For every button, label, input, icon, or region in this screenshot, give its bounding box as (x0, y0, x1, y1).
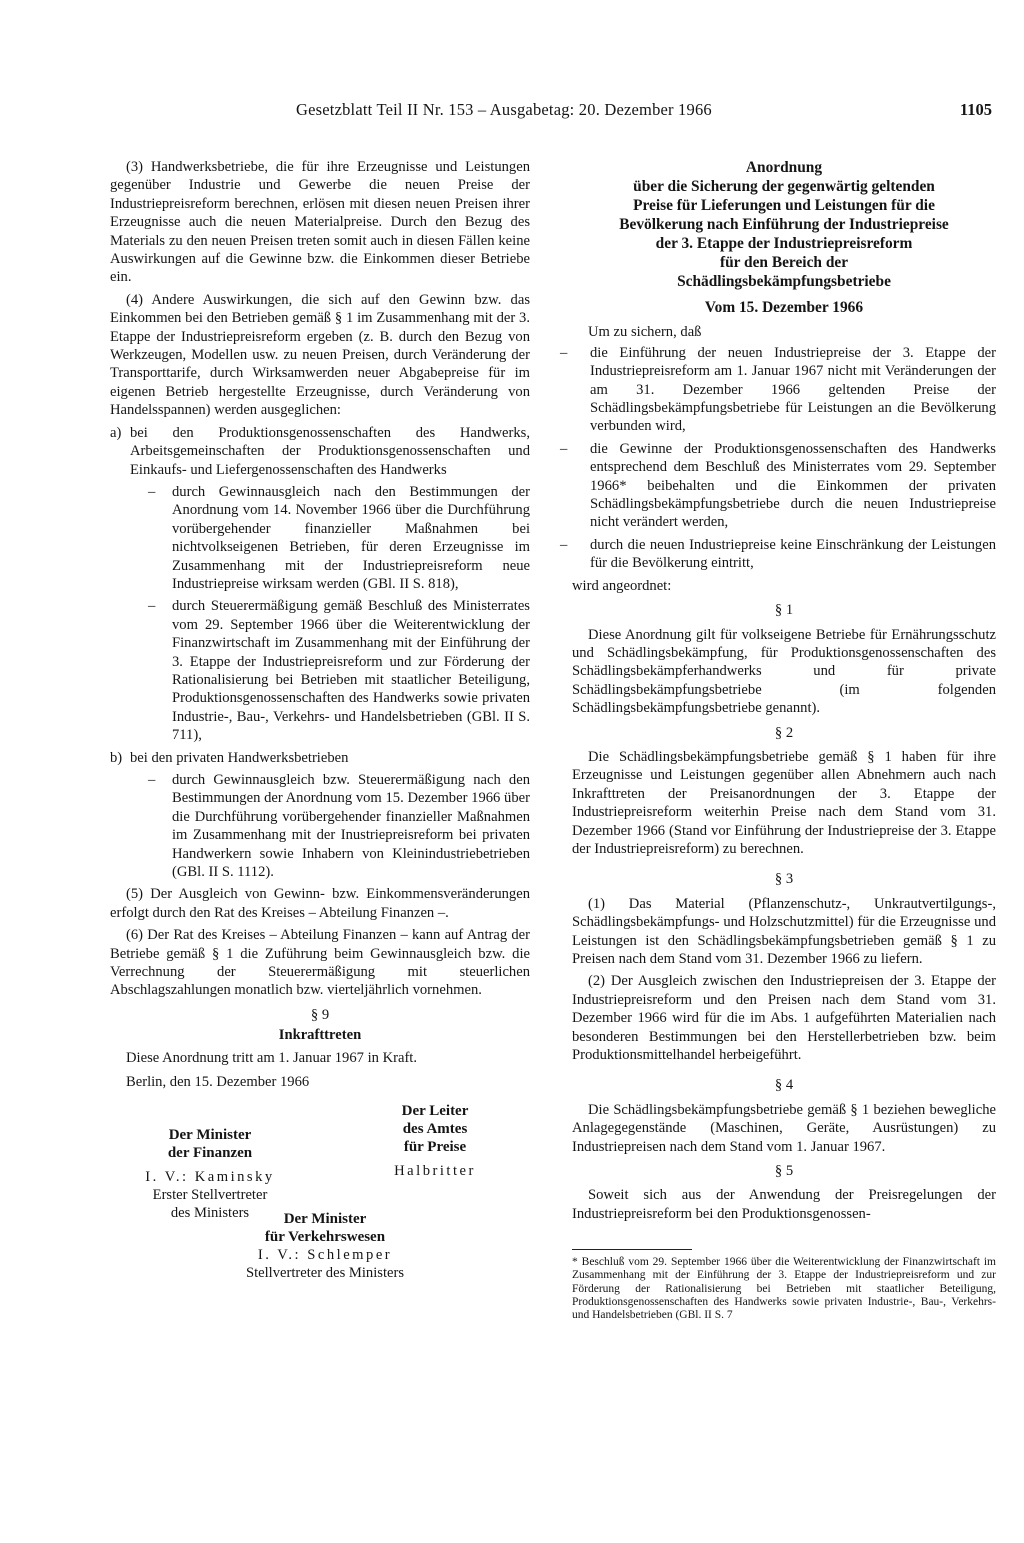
footnote-rule (572, 1249, 692, 1250)
title-line: der 3. Etappe der Industriepreisreform (655, 235, 913, 252)
signature-finance (110, 1126, 310, 1222)
sig-verk-line1: Der Minister (283, 1210, 367, 1227)
section-2-text: Die Schädlingsbekämpfungsbetriebe gemäß § 1 haben für ihre Erzeugnisse und Leistungen gegenüber allen Abnehmern auch nach Inkrafttreten der Preisanordnungen der 3. Etappe der Industriepreisreform weiterhin Preise nach dem Stand vom 31. Dezember 1966 (Stand vor Einführung der Industriepreise der 3. Etappe der Industriepreisreform) zu berechnen. (572, 748, 996, 857)
signature-block (110, 1096, 530, 1318)
footnote: * Beschluß vom 29. September 1966 über die Weiterentwicklung der Finanzwirtschaft im Zusammenhang mit der Einführung der 3. Etappe der Industriepreisreform und zur Förderung der Rationalisierung bei Betrieben mit staatlicher Beteiligung, Produktionsgenossenschaften des Handwerks sowie privaten Industrie-, Bau-, Verkehrs- und Handelsbetrieben (GBl. II S. 7 (572, 1256, 996, 1322)
item-a-dash-2-text: durch Steuerermäßigung gemäß Beschluß des Ministerrates vom 29. September 1966 über die Weiterentwicklung der Finanzwirtschaft im Zusammenhang mit der Einführung der 3. Etappe der Industriepreisreform und zur Förderung der Rationalisierung bei Betrieben mit staatlicher Beteiligung, Produktionsgenossenschaften des Handwerks sowie privaten Industrie-, Bau-, Verkehrs- und Handelsbetrieben (GBl. II S. 711), (172, 598, 530, 744)
section-5-text: Soweit sich aus der Anwendung der Preisregelungen der Industriepreisreform bei den Produktionsgenossen- (572, 1187, 996, 1222)
title-line: für den Bereich der (719, 254, 849, 271)
item-b-label: b) (110, 749, 123, 766)
sig-preis-line3: für Preise (403, 1138, 467, 1155)
item-a-label: a) (110, 424, 122, 441)
item-a-dash-1 (110, 483, 530, 593)
item-b (110, 749, 530, 767)
paragraph-6: (6) Der Rat des Kreises – Abteilung Finanzen – kann auf Antrag der Betriebe gemäß § 1 die Zuführung beim Gewinnausgleich bzw. die Verrechnung der Steuerermäßigung mit steuerlichen Abschlagszahlungen monatlich bzw. vierteljährlich vornehmen. (110, 927, 530, 999)
section-4-text: Die Schädlingsbekämpfungsbetriebe gemäß § 1 beziehen bewegliche Anlagegegenstände (Maschinen, Geräte, Ausrüstungen) zu Industriepreisen nach dem Stand vom 1. Januar 1967. (572, 1101, 996, 1155)
sig-fin-role1: Erster Stellvertreter (152, 1186, 268, 1203)
sig-verk-name: I. V.: Schlemper (257, 1246, 393, 1263)
signature-prices (360, 1102, 510, 1180)
place-date: Berlin, den 15. Dezember 1966 (126, 1074, 310, 1091)
decree-title (572, 158, 996, 291)
sig-fin-name: I. V.: Kaminsky (145, 1168, 275, 1185)
recital-dash-1-text: die Einführung der neuen Industriepreise der 3. Etappe der Industriepreisreform am 1. Januar 1967 nicht mit Veränderungen der am 31. Dezember 1966 geltenden Preise der Schädlingsbekämpfungsbetriebe für Leistungen an die Bevölkerung verbunden wird, (590, 344, 996, 435)
item-b-dash-1 (110, 771, 530, 881)
section-9-heading: § 9 (310, 1006, 330, 1023)
sig-preis-line2: des Amtes (402, 1120, 468, 1137)
item-b-dash-1-text: durch Gewinnausgleich bzw. Steuerermäßigung nach den Bestimmungen der Anordnung vom 15. Dezember 1966 über die Durchführung vorübergehender finanzieller Maßnahmen im Zusammenhang mit der Inustriepreisreform bei privaten Handwerkern sowie Inhabern von Kleinindustriebetrieben (GBl. II S. 1112). (172, 772, 530, 881)
dash-mark: – (560, 440, 568, 457)
title-line: Schädlingsbekämpfungsbetriebe (677, 273, 891, 290)
section-9-text: Diese Anordnung tritt am 1. Januar 1967 in Kraft. (126, 1049, 418, 1066)
section-3-para-1: (1) Das Material (Pflanzenschutz-, Unkrautvertilgungs-, Schädlingsbekämpfungs- und Holzschutzmittel) für die Erzeugnisse und Leistungen ist den Schädlingsbekämpfungsbetrieben gemäß § 1 zu Preisen nach dem Stand vom 31. Dezember 1966 zu liefern. (572, 895, 996, 967)
dash-mark: – (148, 483, 156, 500)
dash-mark: – (148, 772, 156, 788)
section-9-title: Inkrafttreten (278, 1027, 362, 1044)
ordered-line: wird angeordnet: (572, 577, 672, 594)
page-number: 1105 (959, 100, 992, 119)
section-1-text: Diese Anordnung gilt für volkseigene Betriebe für Ernährungsschutz und Schädlingsbekämpfung, für Produktionsgenossenschaften des Schädlingsbekämpferhandwerks und für private Schädlingsbekämpfungsbetriebe (im folgenden Schädlingsbekämpfungsbetriebe genannt). (572, 626, 996, 717)
item-a-dash-1-text: durch Gewinnausgleich nach den Bestimmungen der Anordnung vom 14. November 1966 über die Durchführung vorübergehender finanzieller Maßnahmen bei nichtvolkseigenen Betrieben, für deren Erzeugnisse im Zusammenhang mit der Industriepreisreform neue Industriepreise wirksam werden (GBl. II S. 818), (172, 483, 530, 592)
paragraph-4: (4) Andere Auswirkungen, die sich auf den Gewinn bzw. das Einkommen bei den Betrieben gemäß § 1 im Zusammenhang mit der 3. Etappe der Industriepreisreform ergeben (z. B. durch den Bezug von Werkzeugen, Modellen usw. zu neuen Preisen, durch Veränderung der Transporttarife, durch Wirksamwerden neuer Abgabepreise für im eigenen Betrieb hergestellte Erzeugnisse, durch Veränderung von Handelsspannen) werden ausgeglichen: (110, 291, 530, 419)
signature-transport (205, 1210, 445, 1282)
sig-preis-name: Halbritter (394, 1162, 476, 1179)
item-a-text: bei den Produktionsgenossenschaften des Handwerks, Arbeitsgemeinschaften der Produktionsgenossenschaften und Einkaufs- und Liefergenossenschaften des Handwerks (130, 424, 530, 478)
sig-fin-role2: des Ministers (170, 1204, 250, 1221)
dash-mark: – (560, 536, 568, 553)
sig-preis-line1: Der Leiter (401, 1102, 469, 1119)
sig-fin-line1: Der Minister (168, 1126, 252, 1143)
running-title: Gesetzblatt Teil II Nr. 153 – Ausgabetag: 20. Dezember 1966 (296, 100, 712, 119)
left-column (110, 158, 530, 1318)
title-line: Anordnung (745, 159, 823, 176)
item-a (110, 424, 530, 479)
recital-dash-3 (560, 536, 996, 573)
recital-dash-2-text: die Gewinne der Produktionsgenossenschaften des Handwerks entsprechend dem Beschluß des Ministerrates vom 29. September 1966* beibehalten und die Einkommen der privaten Schädlingsbekämpfungsbetriebe durch die neuen Industriepreise nicht verändert werden, (590, 440, 996, 531)
section-3-heading: § 3 (774, 871, 794, 888)
decree-date: Vom 15. Dezember 1966 (704, 299, 864, 316)
section-4-heading: § 4 (774, 1077, 794, 1094)
intro: Um zu sichern, daß (588, 324, 702, 341)
sig-verk-role: Stellvertreter des Ministers (245, 1264, 405, 1281)
title-line: über die Sicherung der gegenwärtig geltenden (633, 178, 935, 195)
right-column (560, 158, 996, 1326)
dash-mark: – (148, 598, 156, 615)
paragraph-3: (3) Handwerksbetriebe, die für ihre Erzeugnisse und Leistungen gegenüber Industrie und Gewerbe die neuen Preise der Industriepreisreform berechnen, erlösen mit diesen neuen Preisen ihrer Erzeugnisse auch die neuen Materialpreise. Durch den Bezug des Materials zu den neuen Preisen treten somit auch in diesen Fällen keine Auswirkungen auf die Gewinne bzw. die Einkommen dieser Betriebe ein. (110, 159, 530, 286)
title-line: Bevölkerung nach Einführung der Industriepreise (619, 216, 949, 233)
item-b-text: bei den privaten Handwerksbetrieben (130, 749, 349, 766)
section-5-heading: § 5 (774, 1163, 794, 1180)
sig-fin-line2: der Finanzen (167, 1144, 253, 1161)
section-1-heading: § 1 (774, 602, 794, 619)
recital-dash-1 (560, 344, 996, 436)
paragraph-5: (5) Der Ausgleich von Gewinn- bzw. Einkommensveränderungen erfolgt durch den Rat des Kreises – Abteilung Finanzen –. (110, 886, 530, 921)
item-a-dash-2 (110, 597, 530, 744)
title-line: Preise für Lieferungen und Leistungen für die (633, 197, 935, 214)
page-header (110, 100, 994, 124)
section-3-para-2: (2) Der Ausgleich zwischen den Industriepreisen der 3. Etappe der Industriepreisreform und den Preisen nach dem Stand vom 31. Dezember 1966 wird für die im Abs. 1 aufgeführten Materialien nach besonderen Bestimmungen bei den Herstellerbetrieben bzw. beim Produktionsmittelhandel herbeigeführt. (572, 973, 996, 1064)
recital-dash-3-text: durch die neuen Industriepreise keine Einschränkung der Leistungen für die Bevölkerung eintritt, (590, 536, 996, 572)
sig-verk-line2: für Verkehrswesen (264, 1228, 386, 1245)
recital-dash-2 (560, 440, 996, 532)
dash-mark: – (560, 344, 568, 361)
section-2-heading: § 2 (774, 724, 794, 741)
